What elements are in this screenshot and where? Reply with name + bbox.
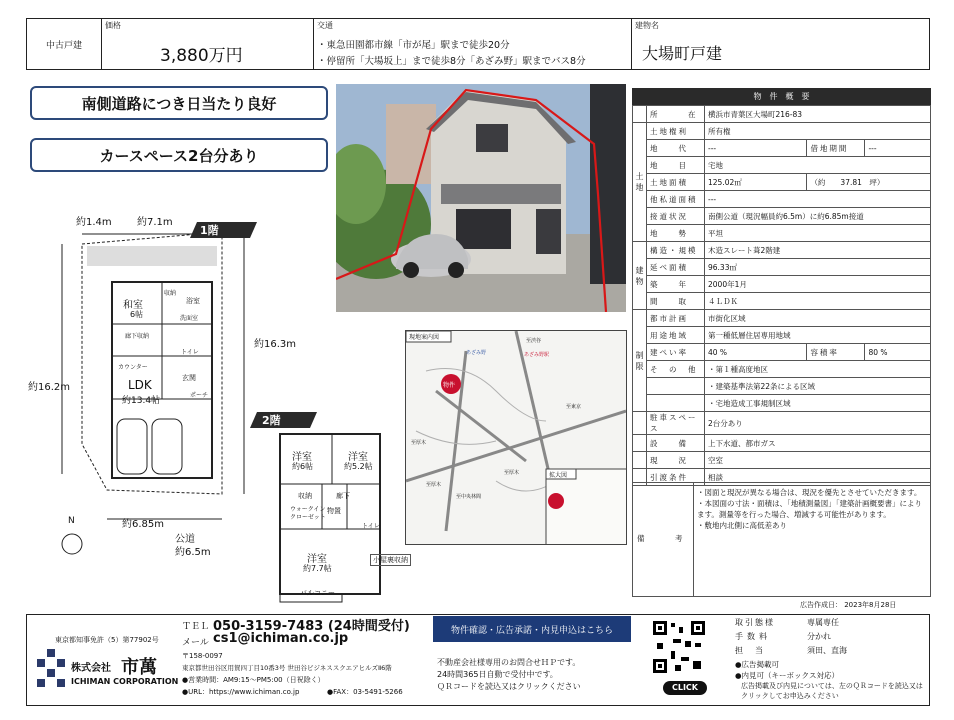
f2-walkin: ウォークイン クローゼット — [290, 506, 326, 521]
spec-key — [647, 378, 705, 395]
property-type: 中古戸建 — [45, 40, 82, 51]
spec-key: 現 況 — [647, 452, 705, 469]
access-cell — [314, 19, 632, 69]
spec-key: 地 勢 — [647, 225, 705, 242]
f1-porch: ポーチ — [190, 392, 209, 399]
spec-row — [633, 395, 931, 412]
map-bukken: 物件 — [443, 382, 456, 389]
spec-row — [633, 412, 931, 435]
ad-ok: ●広告掲載可 — [735, 660, 780, 669]
f1-toilet: トイレ — [181, 349, 199, 356]
map-label-4: 至東京 — [566, 404, 582, 410]
building-label: 建物名 — [635, 21, 659, 30]
spec-key: 駐車スペース — [647, 412, 705, 435]
company-address: 東京都世田谷区用賀四丁目10番3号 世田谷ビジネススクエアヒルズⅡ6階 — [182, 664, 392, 672]
spec-row — [633, 361, 931, 378]
hp-line-1: 不動産会社様専用のお問合せＨＰです。 — [437, 658, 581, 667]
spec-key: 土地権利 — [647, 123, 705, 140]
qr-code-icon[interactable] — [651, 619, 707, 675]
map-title: 現地案内図 — [409, 334, 440, 341]
spec-row — [633, 310, 931, 327]
spec-value: 40 % — [705, 344, 807, 361]
mail-address[interactable]: cs1@ichiman.co.jp — [213, 631, 349, 646]
spec-row — [633, 106, 931, 123]
spec-key: 地 目 — [647, 157, 705, 174]
spec-group — [633, 435, 647, 452]
f1-washitsu: 和室 — [123, 300, 143, 311]
click-button[interactable]: CLICK — [663, 681, 707, 695]
header-table — [26, 18, 930, 70]
road-width: 約6.5m — [175, 547, 211, 558]
spec-row — [633, 327, 931, 344]
map-label-6: 至中央林間 — [456, 494, 482, 500]
building-name: 大場町戸建 — [642, 44, 723, 63]
price-label: 価格 — [105, 21, 121, 30]
footer — [26, 614, 930, 706]
map-label-0: あざみ野 — [466, 350, 487, 356]
spec-row — [633, 174, 931, 191]
map-label-3: 至厚木 — [411, 440, 427, 446]
spec-key: 引渡条件 — [647, 469, 705, 486]
spec-key: 地 代 — [647, 140, 705, 157]
price-cell — [102, 19, 314, 69]
spec-key: 都市計画 — [647, 310, 705, 327]
company-url[interactable]: ●URL：https://www.ichiman.co.jp — [182, 688, 300, 696]
spec-key: 延べ面積 — [647, 259, 705, 276]
f2-yoshitsu-2: 洋室 — [348, 452, 368, 463]
spec-row — [633, 452, 931, 469]
spec-row — [633, 259, 931, 276]
zip-code: 〒158-0097 — [182, 652, 223, 660]
biko-list — [697, 487, 927, 531]
spec-row — [633, 378, 931, 395]
f2-rouka: 廊下 — [336, 492, 350, 500]
map-label-5: 至厚木 — [504, 470, 520, 476]
spec-group — [633, 452, 647, 469]
north-label: N — [68, 516, 75, 526]
spec-group: 制限 — [633, 310, 647, 412]
spec-group: 建物 — [633, 242, 647, 310]
spec-row — [633, 435, 931, 452]
f1-ldk-size: 約13.4帖 — [122, 396, 161, 406]
tel-label: ＴＥＬ — [182, 622, 210, 632]
spec-key: 構造・規模 — [647, 242, 705, 259]
dim-1-4m: 約1.4m — [76, 217, 112, 228]
floor-plan — [22, 214, 402, 604]
inquiry-banner[interactable]: 物件確認・広告承諾・内見申込はこちら — [433, 616, 631, 642]
location-map — [405, 330, 627, 545]
dim-6-85m: 約6.85m — [122, 519, 165, 530]
spec-row — [633, 293, 931, 310]
spec-row — [633, 276, 931, 293]
tan-label: 担 当 — [735, 646, 765, 655]
spec-key: 建ぺい率 — [647, 344, 705, 361]
road-label: 公道 — [175, 534, 195, 545]
spec-value-2: （約 37.81 坪） — [807, 174, 931, 191]
spec-table — [632, 105, 931, 486]
biko-item: ・図面と現況が異なる場合は、現況を優先とさせていただきます。 — [697, 488, 922, 497]
spec-key: 接道状況 — [647, 208, 705, 225]
spec-row — [633, 344, 931, 361]
spec-value: 空室 — [705, 452, 931, 469]
spec-row — [633, 225, 931, 242]
f2-yoshitsu-1: 洋室 — [292, 452, 312, 463]
spec-value: --- — [705, 191, 931, 208]
spec-key: そ の 他 — [647, 361, 705, 378]
spec-value: 2000年1月 — [705, 276, 931, 293]
spec-value-2: 80 % — [865, 344, 931, 361]
building-cell — [632, 19, 930, 69]
type-cell — [27, 19, 102, 69]
map-label-1: 至渋谷 — [526, 338, 542, 344]
hp-line-2: 24時間365日自動で受付中です。 — [437, 670, 558, 679]
spec-key-2: 借地期間 — [807, 140, 865, 157]
map-kakudai: 拡大図 — [549, 472, 568, 479]
f2-toilet: トイレ — [362, 523, 380, 530]
dim-16-2m: 約16.2m — [28, 382, 71, 393]
f2-attic: 小屋裏収納 — [370, 554, 411, 566]
ad-date: 広告作成日： 2023年8月28日 — [800, 601, 897, 609]
f1-shuno: 収納 — [164, 290, 177, 297]
viewing-ok: ●内見可（キーボックス対応） — [735, 671, 839, 680]
floor2-tag-bg — [250, 412, 317, 428]
spec-value: 96.33㎡ — [705, 259, 931, 276]
spec-value: ・第１種高度地区 — [705, 361, 931, 378]
f2-shuno: 収納 — [298, 492, 312, 500]
spec-key: 設 備 — [647, 435, 705, 452]
biko-label: 備 考 — [637, 534, 685, 543]
spec-group — [633, 412, 647, 435]
fee-label: 手数料 — [735, 632, 771, 641]
business-hours: ●営業時間：AM9:15～PM5:00（日祝除く） — [182, 676, 325, 684]
f2-yoshitsu-3: 洋室 — [307, 554, 327, 565]
spec-row — [633, 157, 931, 174]
f1-senmen: 洗面室 — [180, 315, 199, 322]
spec-key: 用途地域 — [647, 327, 705, 344]
spec-value: 上下水道、都市ガス — [705, 435, 931, 452]
map-label-7: 至厚木 — [426, 482, 442, 488]
spec-row — [633, 191, 931, 208]
spec-value: 横浜市青葉区大場町216-83 — [705, 106, 931, 123]
tx-value: 専属専任 — [807, 618, 839, 627]
f2-balcony: バルコニー — [300, 589, 335, 597]
dim-16-3m: 約16.3m — [254, 339, 297, 350]
tan-value: 須田、直海 — [807, 646, 847, 655]
floor2-tag: 2階 — [262, 414, 281, 427]
spec-group: 土地 — [633, 123, 647, 242]
tel-number[interactable]: 050-3159-7483 (24時間受付) — [213, 619, 410, 634]
f2-yoshitsu-1-size: 約6帖 — [292, 462, 314, 471]
f1-genkan: 玄関 — [182, 374, 196, 382]
f2-mono: 物置 — [327, 507, 341, 515]
spec-value: 第一種低層住居専用地域 — [705, 327, 931, 344]
company-name: 市萬 — [121, 657, 157, 678]
f1-counter: カウンター — [118, 364, 148, 371]
spec-key: 築 年 — [647, 276, 705, 293]
spec-title: 物 件 概 要 — [632, 88, 931, 105]
f1-yoku: 浴室 — [186, 297, 200, 305]
spec-value: ４ＬＤＫ — [705, 293, 931, 310]
spec-value: 南側公道（現況幅員約6.5m）に約6.85m接道 — [705, 208, 931, 225]
fee-value: 分かれ — [807, 632, 831, 641]
spec-key: 他私道面積 — [647, 191, 705, 208]
biko-item: ・敷地内北側に高低差あり — [697, 521, 787, 530]
spec-group — [633, 106, 647, 123]
license-no: 東京都知事免許（5）第77902号 — [55, 636, 159, 644]
fax-number: ●FAX：03-5491-5266 — [327, 688, 403, 696]
access-line-2: ・停留所「大場坂上」まで徒歩8分「あざみ野」駅までバス8分 — [317, 56, 586, 67]
company-prefix: 株式会社 — [71, 663, 111, 674]
spec-value-2: --- — [865, 140, 931, 157]
spec-key — [647, 395, 705, 412]
spec-value: 木造スレート葺2階建 — [705, 242, 931, 259]
spec-value: ・建築基準法第22条による区域 — [705, 378, 931, 395]
spec-value: 所有権 — [705, 123, 931, 140]
spec-value: 125.02㎡ — [705, 174, 807, 191]
spec-value: --- — [705, 140, 807, 157]
spec-value: 相談 — [705, 469, 931, 486]
spec-value: ・宅地造成工事規制区域 — [705, 395, 931, 412]
tx-label: 取引態様 — [735, 618, 775, 627]
f1-rouka: 廊下収納 — [125, 333, 150, 340]
floor1-tag: 1階 — [200, 224, 219, 237]
mail-label: メール — [182, 638, 209, 648]
f2-yoshitsu-3-size: 約7.7帖 — [303, 564, 332, 573]
biko-cell — [632, 482, 931, 597]
point-sunlight: 南側道路につき日当たり良好 — [30, 86, 328, 120]
spec-row — [633, 208, 931, 225]
company-logo-icon — [37, 649, 65, 689]
dim-7-1m: 約7.1m — [137, 217, 173, 228]
biko-item: ・本図面の寸法・面積は、「地積測量図」「建築計画概要書」によります。測量等を行った場合、増減する可能性があります。 — [697, 499, 922, 519]
f2-yoshitsu-2-size: 約5.2帖 — [344, 462, 373, 471]
spec-value: 2台分あり — [705, 412, 931, 435]
company-name-en: ICHIMAN CORPORATION — [71, 677, 179, 686]
access-label: 交通 — [317, 21, 333, 30]
point-parking: カースペース2台分あり — [30, 138, 328, 172]
hp-line-3: ＱＲコードを読込又はクリックください — [437, 682, 581, 691]
spec-key: 間 取 — [647, 293, 705, 310]
ad-note: 広告掲載及び内見については、左のＱＲコードを読込又はクリックしてお申込みください — [741, 682, 923, 700]
spec-row — [633, 140, 931, 157]
f1-washitsu-size: 6帖 — [130, 310, 144, 319]
spec-value: 宅地 — [705, 157, 931, 174]
spec-key: 土地面積 — [647, 174, 705, 191]
map-label-2: あざみ野駅 — [524, 352, 550, 358]
access-line-1: ・東急田園都市線「市が尾」駅まで徒歩20分 — [317, 40, 510, 51]
spec-row — [633, 123, 931, 140]
spec-row — [633, 242, 931, 259]
spec-value: 平坦 — [705, 225, 931, 242]
spec-key: 所 在 — [647, 106, 705, 123]
spec-key-2: 容積率 — [807, 344, 865, 361]
price-value: 3,880万円 — [160, 46, 243, 66]
spec-value: 市街化区域 — [705, 310, 931, 327]
f1-ldk: LDK — [128, 378, 152, 392]
